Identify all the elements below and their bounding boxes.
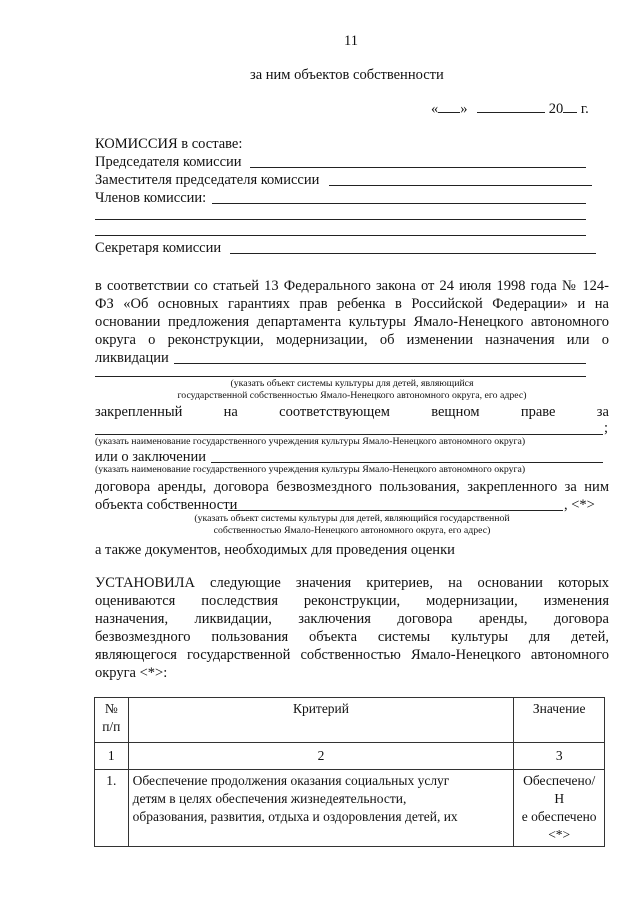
established-line-3: назначения, ликвидации, заключения договора аренды, договора: [95, 611, 609, 627]
assigned-word-5: праве: [520, 404, 556, 420]
assigned-word-6: за: [596, 404, 609, 420]
date-open-quote: «: [431, 101, 439, 117]
hint-object-4: собственностью Ямало-Ненецкого автономного округа, его адрес): [213, 525, 491, 536]
heading-continued: за ним объектов собственности: [250, 67, 444, 83]
index-cell-1: 1: [95, 743, 129, 770]
institution-fill-line-2[interactable]: [211, 462, 603, 463]
semicolon: ;: [604, 420, 609, 436]
established-line-4: безвозмездного пользования объекта системы культуры для детей,: [95, 629, 609, 645]
object-property-label: объекта собственности: [95, 497, 238, 513]
header-criterion: Критерий: [128, 698, 514, 743]
footnote-mark: , <*>: [564, 497, 595, 513]
criteria-table: [94, 697, 605, 847]
table-index-row: [95, 743, 605, 770]
row-1-num: 1.: [95, 770, 129, 847]
table-header-row: [95, 698, 605, 743]
assigned-word-4: вещном: [431, 404, 480, 420]
hint-object-2: государственной собственностью Ямало-Ненецкого автономного округа, его адрес): [177, 390, 527, 401]
assigned-line: [95, 403, 609, 421]
hint-institution-1: (указать наименование государственного учреждения культуры Ямало-Ненецкого автономного округа): [95, 436, 526, 447]
established-rest: следующие значения критериев, на основании которых: [194, 575, 609, 591]
assigned-word-1: закрепленный: [95, 404, 183, 420]
row-1-value: [514, 770, 605, 847]
object-fill-line-1[interactable]: [95, 376, 586, 377]
members-fill-line-2[interactable]: [95, 219, 586, 220]
chair-fill-line[interactable]: [250, 167, 586, 168]
basis-line-3: основании предложения департамента культуры Ямало-Ненецкого автономного: [95, 314, 609, 330]
or-conclusion-label: или о заключении: [95, 449, 206, 465]
institution-fill-line-1[interactable]: [95, 434, 603, 435]
established-bold: УСТАНОВИЛА: [95, 575, 195, 591]
commission-title: КОМИССИЯ в составе:: [95, 136, 243, 152]
date-day-blank[interactable]: [438, 112, 460, 113]
row-1-criterion-line-3: образования, развития, отдыха и оздоровления детей, их: [132, 809, 458, 824]
members-fill-line-3[interactable]: [95, 235, 586, 236]
date-year-prefix: 20: [548, 101, 564, 117]
row-1-criterion: [128, 770, 514, 847]
commission-chair-label: Председателя комиссии: [95, 154, 242, 170]
date-month-blank[interactable]: [477, 112, 545, 113]
index-cell-3: 3: [514, 743, 605, 770]
commission-secretary-label: Секретаря комиссии: [95, 240, 222, 256]
liquidation-fill-line[interactable]: [174, 363, 586, 364]
basis-line-2: ФЗ «Об основных гарантиях прав ребенка в Российской Федерации» и на: [95, 296, 609, 312]
basis-line-5: ликвидации: [95, 350, 169, 366]
secretary-fill-line[interactable]: [230, 253, 596, 254]
documents-line: а также документов, необходимых для проведения оценки: [95, 542, 455, 558]
hint-institution-2: (указать наименование государственного учреждения культуры Ямало-Ненецкого автономного округа): [95, 464, 526, 475]
assigned-word-2: на: [223, 404, 238, 420]
page-number: 11: [344, 33, 358, 49]
established-line-2: оцениваются последствия реконструкции, модернизации, изменения: [95, 593, 609, 609]
table-row: [95, 770, 605, 847]
index-cell-2: 2: [128, 743, 514, 770]
header-value: Значение: [514, 698, 605, 743]
object-fill-line-2[interactable]: [228, 510, 563, 511]
date-close-quote: »: [460, 101, 468, 117]
basis-line-1: в соответствии со статьей 13 Федерального закона от 24 июля 1998 года № 124-: [95, 278, 609, 294]
hint-object-3: (указать объект системы культуры для детей, являющийся государственной: [194, 513, 510, 524]
header-num-line-2: п/п: [102, 719, 121, 734]
row-1-value-line-3: <*>: [548, 827, 571, 842]
established-line-1: [95, 574, 609, 592]
established-line-6: округа <*>:: [95, 665, 168, 681]
date-line: [431, 100, 589, 118]
members-fill-line-1[interactable]: [212, 203, 586, 204]
date-year-blank[interactable]: [563, 112, 577, 113]
vice-chair-fill-line[interactable]: [329, 185, 592, 186]
hint-object-1: (указать объект системы культуры для детей, являющийся: [230, 378, 474, 389]
assigned-word-3: соответствующем: [279, 404, 390, 420]
commission-vice-chair-label: Заместителя председателя комиссии: [95, 172, 320, 188]
row-1-criterion-line-1: Обеспечение продолжения оказания социальных услуг: [132, 773, 450, 788]
established-line-5: являющегося государственной собственностью Ямало-Ненецкого автономного: [95, 647, 609, 663]
header-num: [95, 698, 129, 743]
lease-line: договора аренды, договора безвозмездного пользования, закрепленного за ним: [95, 479, 609, 495]
basis-line-4: округа о реконструкции, модернизации, об изменении назначения или о: [95, 332, 609, 348]
row-1-value-line-2: е обеспечено: [521, 809, 597, 824]
header-num-line-1: №: [104, 701, 118, 716]
row-1-value-line-1: Обеспечено/Н: [523, 773, 596, 806]
commission-members-label: Членов комиссии:: [95, 190, 207, 206]
row-1-criterion-line-2: детям в целях обеспечения жизнедеятельности,: [132, 791, 407, 806]
date-year-suffix: г.: [580, 101, 589, 117]
